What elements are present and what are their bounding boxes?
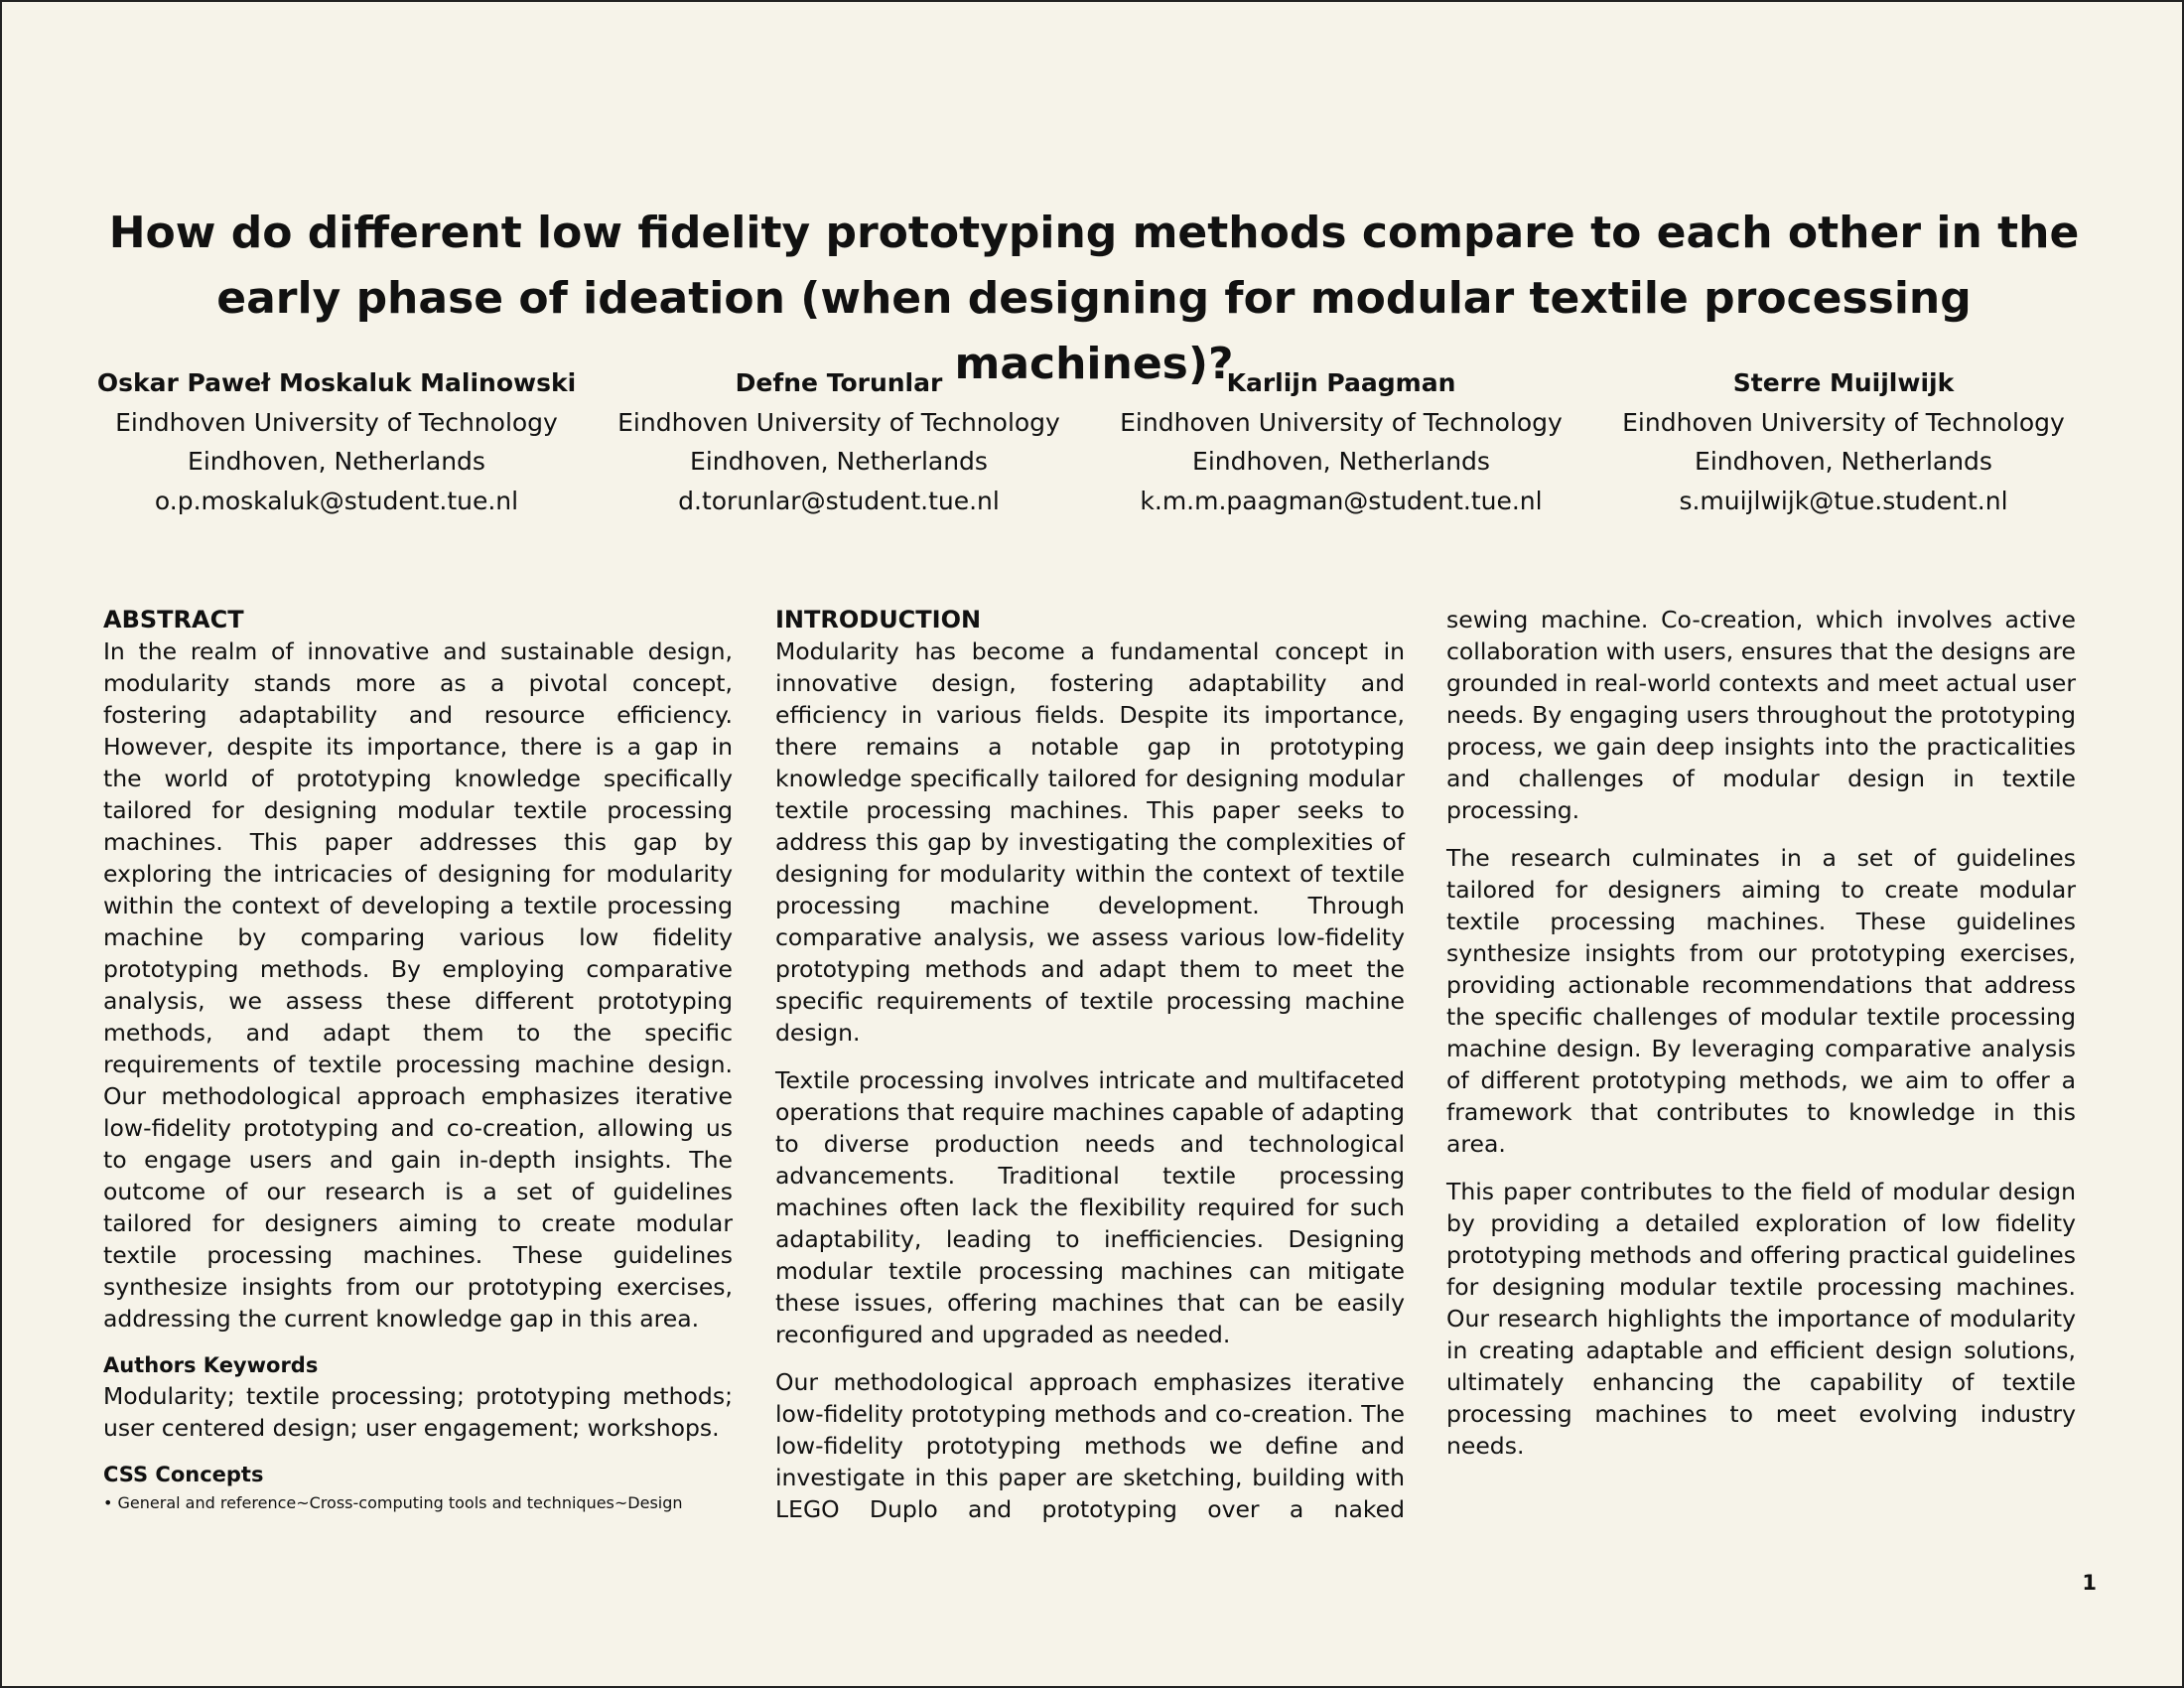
introduction-paragraph: sewing machine. Co-creation, which involves active collaboration with users, ensures that the designs are grounded in real-world contexts and meet actual user needs. By engaging users throughout the prototyping process, we gain deep insights into the practicalities and challenges of modular design in textile processing. [1446, 606, 2076, 824]
column-left [103, 604, 733, 1533]
page-number: 1 [2082, 1571, 2097, 1595]
author-email: k.m.m.paagman@student.tue.nl [1140, 486, 1543, 515]
paper-title: How do different low fidelity prototyping methods compare to each other in the early phase of ideation (when designing for modular textile processing machines)? [108, 208, 2080, 389]
author-block [1592, 363, 2095, 520]
author-name: Karlijn Paagman [1226, 368, 1456, 397]
introduction-paragraph: Textile processing involves intricate and multifaceted operations that require machines capable of adapting to diverse production needs and technological advancements. Traditional textile processing machines often lack the flexibility required for such adaptability, leading to inefficiencies. Designing modular textile processing machines can mitigate these issues, offering machines that can be easily reconfigured and upgraded as needed. [775, 1066, 1405, 1348]
css-concepts-text: • General and reference~Cross-computing tools and techniques~Design [103, 1493, 683, 1512]
author-location: Eindhoven, Netherlands [1192, 447, 1490, 476]
introduction-paragraph: The research culminates in a set of guidelines tailored for designers aiming to create modular textile processing machines. These guidelines synthesize insights from our prototyping exercises, providing actionable recommendations that address the specific challenges of modular textile processing machine design. By leveraging comparative analysis of different prototyping methods, we aim to offer a framework that contributes to knowledge in this area. [1446, 844, 2076, 1158]
author-list [85, 363, 2095, 520]
author-block [1090, 363, 1592, 520]
keywords-text: Modularity; textile processing; prototyping methods; user centered design; user engagement; workshops. [103, 1382, 733, 1442]
author-name: Defne Torunlar [735, 368, 943, 397]
author-affiliation: Eindhoven University of Technology [1120, 407, 1563, 437]
author-affiliation: Eindhoven University of Technology [115, 407, 558, 437]
author-location: Eindhoven, Netherlands [1695, 447, 1992, 476]
introduction-heading: INTRODUCTION [775, 606, 982, 633]
abstract-heading: ABSTRACT [103, 606, 244, 633]
introduction-paragraph: Our methodological approach emphasizes iterative low-fidelity prototyping methods and co-creation. The low-fidelity prototyping methods we define and investigate in this paper are sketching, building with LEGO Duplo and prototyping over a naked [775, 1368, 1405, 1523]
column-middle [775, 604, 1405, 1541]
introduction-paragraph: Modularity has become a fundamental concept in innovative design, fostering adaptability and efficiency in various fields. Despite its importance, there remains a notable gap in prototyping knowledge specifically tailored for designing modular textile processing machines. This paper seeks to address this gap by investigating the complexities of designing for modularity within the context of textile processing machine development. Through comparative analysis, we assess various low-fidelity prototyping methods and adapt them to meet the specific requirements of textile processing machine design. [775, 637, 1405, 1047]
author-location: Eindhoven, Netherlands [690, 447, 988, 476]
author-email: o.p.moskaluk@student.tue.nl [154, 486, 519, 515]
author-name: Oskar Paweł Moskaluk Malinowski [96, 368, 577, 397]
author-block [588, 363, 1090, 520]
author-affiliation: Eindhoven University of Technology [1622, 407, 2065, 437]
author-location: Eindhoven, Netherlands [188, 447, 485, 476]
css-concepts-heading: CSS Concepts [103, 1463, 264, 1486]
author-email: d.torunlar@student.tue.nl [678, 486, 1000, 515]
abstract-text: In the realm of innovative and sustainable design, modularity stands more as a pivotal concept, fostering adaptability and resource efficiency. However, despite its importance, there is a gap in the world of prototyping knowledge specifically tailored for designing modular textile processing machines. This paper addresses this gap by exploring the intricacies of designing for modularity within the context of developing a textile processing machine by comparing various low fidelity prototyping methods. By employing comparative analysis, we assess these different prototyping methods, and adapt them to the specific requirements of textile processing machine design. Our methodological approach emphasizes iterative low-fidelity prototyping and co-creation, allowing us to engage users and gain in-depth insights. The outcome of our research is a set of guidelines tailored for designers aiming to create modular textile processing machines. These guidelines synthesize insights from our prototyping exercises, addressing the current knowledge gap in this area. [103, 637, 733, 1333]
author-email: s.muijlwijk@tue.student.nl [1679, 486, 2008, 515]
author-block [85, 363, 588, 520]
column-right [1446, 604, 2076, 1477]
introduction-paragraph: This paper contributes to the field of modular design by providing a detailed exploration of low fidelity prototyping methods and offering practical guidelines for designing modular textile processing machines. Our research highlights the importance of modularity in creating adaptable and efficient design solutions, ultimately enhancing the capability of textile processing machines to meet evolving industry needs. [1446, 1178, 2076, 1460]
keywords-heading: Authors Keywords [103, 1353, 319, 1377]
author-affiliation: Eindhoven University of Technology [617, 407, 1060, 437]
author-name: Sterre Muijlwijk [1732, 368, 1955, 397]
